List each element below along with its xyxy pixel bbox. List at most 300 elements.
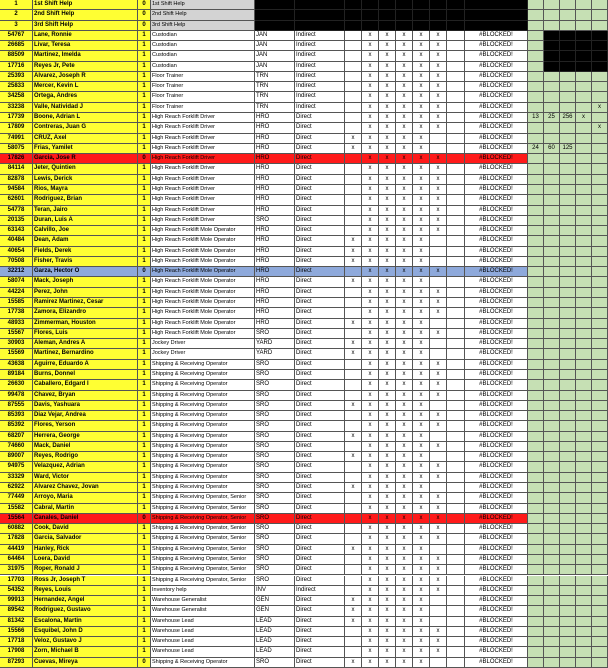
- cell-labor-type[interactable]: Direct: [295, 236, 345, 246]
- cell-employee-id[interactable]: 32212: [0, 267, 33, 277]
- cell-extra-5[interactable]: [592, 319, 608, 329]
- cell-position[interactable]: Shipping & Receiving Operator, Senior: [151, 576, 255, 586]
- cell-labor-type[interactable]: Direct: [295, 401, 345, 411]
- cell-extra-1[interactable]: [528, 267, 544, 277]
- cell-extra-2[interactable]: [544, 257, 560, 267]
- cell-extra-4[interactable]: [576, 524, 592, 534]
- cell-mark-4[interactable]: x: [396, 401, 413, 411]
- cell-employee-id[interactable]: 99913: [0, 596, 33, 606]
- cell-labor-type[interactable]: Direct: [295, 134, 345, 144]
- cell-employee-name[interactable]: Reyes Jr, Pete: [33, 62, 138, 72]
- cell-extra-2[interactable]: [544, 216, 560, 226]
- cell-mark-2[interactable]: x: [362, 329, 379, 339]
- cell-labor-type[interactable]: Indirect: [295, 72, 345, 82]
- cell-mark-7[interactable]: [447, 41, 465, 51]
- cell-extra-5[interactable]: [592, 473, 608, 483]
- cell-position[interactable]: High Reach Forklift Driver: [151, 206, 255, 216]
- cell-extra-4[interactable]: [576, 92, 592, 102]
- cell-extra-1[interactable]: [528, 534, 544, 544]
- cell-extra-2[interactable]: [544, 411, 560, 421]
- cell-dept-code[interactable]: YARD: [255, 339, 295, 349]
- cell-dept-code[interactable]: SRO: [255, 555, 295, 565]
- cell-status[interactable]: #BLOCKED!: [465, 134, 528, 144]
- cell-mark-4[interactable]: x: [396, 226, 413, 236]
- cell-employee-id[interactable]: 43638: [0, 360, 33, 370]
- cell-extra-2[interactable]: [544, 617, 560, 627]
- cell-extra-4[interactable]: [576, 144, 592, 154]
- cell-mark-4[interactable]: x: [396, 216, 413, 226]
- cell-employee-id[interactable]: 99478: [0, 391, 33, 401]
- cell-extra-3[interactable]: [560, 617, 576, 627]
- cell-mark-7[interactable]: [447, 185, 465, 195]
- cell-employee-id[interactable]: 17738: [0, 308, 33, 318]
- cell-mark-4[interactable]: x: [396, 257, 413, 267]
- cell-mark-1[interactable]: [345, 62, 362, 72]
- cell-extra-5[interactable]: x: [592, 103, 608, 113]
- cell-employee-name[interactable]: Livar, Teresa: [33, 41, 138, 51]
- cell-extra-3[interactable]: [560, 637, 576, 647]
- cell-mark-4[interactable]: x: [396, 658, 413, 668]
- cell-extra-4[interactable]: [576, 277, 592, 287]
- cell-mark-5[interactable]: x: [413, 606, 430, 616]
- cell-count[interactable]: 1: [138, 329, 151, 339]
- cell-status[interactable]: #BLOCKED!: [465, 565, 528, 575]
- cell-mark-7[interactable]: [447, 82, 465, 92]
- cell-employee-name[interactable]: Herrera, George: [33, 432, 138, 442]
- cell-extra-3[interactable]: [560, 339, 576, 349]
- cell-mark-3[interactable]: x: [379, 421, 396, 431]
- cell-dept-code[interactable]: HRO: [255, 113, 295, 123]
- cell-mark-5[interactable]: x: [413, 411, 430, 421]
- cell-mark-5[interactable]: x: [413, 92, 430, 102]
- cell-mark-1[interactable]: [345, 41, 362, 51]
- cell-position[interactable]: High Reach Forklift Driver: [151, 175, 255, 185]
- cell-mark-5[interactable]: x: [413, 298, 430, 308]
- cell-mark-5[interactable]: x: [413, 432, 430, 442]
- cell-employee-name[interactable]: Teran, Jairo: [33, 206, 138, 216]
- cell-extra-5[interactable]: [592, 462, 608, 472]
- cell-mark-4[interactable]: x: [396, 103, 413, 113]
- cell-status[interactable]: #BLOCKED!: [465, 483, 528, 493]
- cell-status[interactable]: #BLOCKED!: [465, 185, 528, 195]
- cell-employee-name[interactable]: 1st Shift Help: [33, 0, 138, 10]
- cell-extra-1[interactable]: [528, 647, 544, 657]
- cell-dept-code[interactable]: LEAD: [255, 647, 295, 657]
- cell-mark-4[interactable]: x: [396, 421, 413, 431]
- cell-position[interactable]: Shipping & Receiving Operator: [151, 391, 255, 401]
- cell-count[interactable]: 1: [138, 308, 151, 318]
- cell-mark-5[interactable]: x: [413, 72, 430, 82]
- cell-extra-5[interactable]: [592, 51, 608, 61]
- cell-dept-code[interactable]: SRO: [255, 504, 295, 514]
- cell-count[interactable]: 1: [138, 576, 151, 586]
- cell-extra-2[interactable]: [544, 319, 560, 329]
- cell-position[interactable]: High Reach Forklift Mole Operator: [151, 236, 255, 246]
- cell-mark-4[interactable]: x: [396, 411, 413, 421]
- cell-labor-type[interactable]: [295, 0, 345, 10]
- cell-mark-6[interactable]: x: [430, 647, 447, 657]
- cell-count[interactable]: 1: [138, 298, 151, 308]
- cell-mark-4[interactable]: x: [396, 586, 413, 596]
- cell-extra-5[interactable]: [592, 185, 608, 195]
- cell-mark-1[interactable]: x: [345, 596, 362, 606]
- cell-mark-5[interactable]: x: [413, 31, 430, 41]
- cell-dept-code[interactable]: SRO: [255, 493, 295, 503]
- cell-position[interactable]: Shipping & Receiving Operator, Senior: [151, 493, 255, 503]
- cell-employee-name[interactable]: Jeter, Quintien: [33, 164, 138, 174]
- cell-mark-2[interactable]: x: [362, 267, 379, 277]
- cell-dept-code[interactable]: SRO: [255, 462, 295, 472]
- cell-extra-5[interactable]: [592, 349, 608, 359]
- cell-mark-4[interactable]: x: [396, 123, 413, 133]
- cell-labor-type[interactable]: Direct: [295, 555, 345, 565]
- cell-position[interactable]: Warehouse Generalist: [151, 596, 255, 606]
- cell-dept-code[interactable]: SRO: [255, 483, 295, 493]
- cell-labor-type[interactable]: Direct: [295, 391, 345, 401]
- cell-status[interactable]: #BLOCKED!: [465, 586, 528, 596]
- cell-mark-5[interactable]: x: [413, 134, 430, 144]
- cell-count[interactable]: 1: [138, 565, 151, 575]
- cell-mark-1[interactable]: x: [345, 134, 362, 144]
- cell-extra-5[interactable]: [592, 339, 608, 349]
- cell-mark-2[interactable]: x: [362, 555, 379, 565]
- cell-mark-1[interactable]: [345, 216, 362, 226]
- cell-mark-6[interactable]: [430, 606, 447, 616]
- cell-extra-5[interactable]: [592, 0, 608, 10]
- cell-mark-4[interactable]: x: [396, 349, 413, 359]
- cell-mark-2[interactable]: x: [362, 257, 379, 267]
- cell-extra-3[interactable]: [560, 226, 576, 236]
- cell-status[interactable]: #BLOCKED!: [465, 236, 528, 246]
- cell-extra-5[interactable]: [592, 216, 608, 226]
- cell-employee-name[interactable]: Boone, Adrian L: [33, 113, 138, 123]
- cell-labor-type[interactable]: Direct: [295, 524, 345, 534]
- cell-employee-id[interactable]: 64464: [0, 555, 33, 565]
- cell-labor-type[interactable]: Indirect: [295, 82, 345, 92]
- cell-extra-1[interactable]: 24: [528, 144, 544, 154]
- cell-mark-3[interactable]: x: [379, 442, 396, 452]
- cell-extra-2[interactable]: [544, 41, 560, 51]
- cell-extra-3[interactable]: [560, 647, 576, 657]
- cell-mark-2[interactable]: x: [362, 565, 379, 575]
- cell-mark-7[interactable]: [447, 339, 465, 349]
- cell-extra-2[interactable]: [544, 123, 560, 133]
- cell-position[interactable]: High Reach Forklift Driver: [151, 144, 255, 154]
- cell-position[interactable]: High Reach Forklift Driver: [151, 185, 255, 195]
- cell-count[interactable]: 0: [138, 514, 151, 524]
- cell-extra-5[interactable]: [592, 267, 608, 277]
- cell-extra-4[interactable]: [576, 462, 592, 472]
- cell-extra-2[interactable]: [544, 247, 560, 257]
- cell-mark-3[interactable]: x: [379, 298, 396, 308]
- cell-mark-6[interactable]: x: [430, 555, 447, 565]
- cell-mark-7[interactable]: [447, 514, 465, 524]
- cell-extra-5[interactable]: [592, 391, 608, 401]
- cell-extra-2[interactable]: [544, 586, 560, 596]
- cell-mark-4[interactable]: x: [396, 134, 413, 144]
- cell-status[interactable]: #BLOCKED!: [465, 606, 528, 616]
- cell-employee-name[interactable]: Lane, Ronnie: [33, 31, 138, 41]
- cell-status[interactable]: #BLOCKED!: [465, 154, 528, 164]
- cell-extra-1[interactable]: [528, 637, 544, 647]
- cell-extra-4[interactable]: [576, 31, 592, 41]
- cell-dept-code[interactable]: SRO: [255, 329, 295, 339]
- cell-labor-type[interactable]: Direct: [295, 164, 345, 174]
- cell-extra-1[interactable]: [528, 103, 544, 113]
- cell-extra-3[interactable]: [560, 576, 576, 586]
- cell-dept-code[interactable]: HRO: [255, 288, 295, 298]
- cell-count[interactable]: 1: [138, 380, 151, 390]
- cell-extra-5[interactable]: [592, 113, 608, 123]
- cell-extra-5[interactable]: [592, 82, 608, 92]
- cell-extra-2[interactable]: [544, 164, 560, 174]
- cell-mark-6[interactable]: x: [430, 442, 447, 452]
- cell-mark-6[interactable]: [430, 277, 447, 287]
- cell-status[interactable]: #BLOCKED!: [465, 247, 528, 257]
- cell-dept-code[interactable]: HRO: [255, 154, 295, 164]
- cell-extra-5[interactable]: [592, 380, 608, 390]
- cell-extra-4[interactable]: [576, 0, 592, 10]
- cell-dept-code[interactable]: SRO: [255, 401, 295, 411]
- cell-mark-5[interactable]: x: [413, 627, 430, 637]
- cell-mark-7[interactable]: [447, 51, 465, 61]
- cell-mark-7[interactable]: [447, 206, 465, 216]
- cell-mark-7[interactable]: [447, 134, 465, 144]
- cell-mark-7[interactable]: [447, 329, 465, 339]
- cell-mark-5[interactable]: x: [413, 82, 430, 92]
- cell-status[interactable]: #BLOCKED!: [465, 524, 528, 534]
- cell-mark-5[interactable]: x: [413, 462, 430, 472]
- cell-mark-1[interactable]: [345, 360, 362, 370]
- cell-mark-6[interactable]: [430, 0, 447, 10]
- cell-status[interactable]: #BLOCKED!: [465, 72, 528, 82]
- cell-extra-1[interactable]: [528, 545, 544, 555]
- cell-mark-7[interactable]: [447, 370, 465, 380]
- cell-labor-type[interactable]: Direct: [295, 195, 345, 205]
- cell-position[interactable]: Shipping & Receiving Operator, Senior: [151, 565, 255, 575]
- cell-employee-id[interactable]: 77449: [0, 493, 33, 503]
- cell-employee-id[interactable]: 84114: [0, 164, 33, 174]
- cell-extra-4[interactable]: [576, 21, 592, 31]
- cell-mark-6[interactable]: x: [430, 462, 447, 472]
- cell-extra-3[interactable]: [560, 462, 576, 472]
- cell-dept-code[interactable]: HRO: [255, 123, 295, 133]
- cell-mark-6[interactable]: x: [430, 370, 447, 380]
- cell-extra-2[interactable]: 60: [544, 144, 560, 154]
- cell-position[interactable]: Shipping & Receiving Operator: [151, 411, 255, 421]
- cell-status[interactable]: #BLOCKED!: [465, 432, 528, 442]
- cell-mark-3[interactable]: x: [379, 411, 396, 421]
- cell-position[interactable]: High Reach Forklift Driver: [151, 113, 255, 123]
- cell-mark-6[interactable]: x: [430, 637, 447, 647]
- cell-employee-id[interactable]: 26685: [0, 41, 33, 51]
- cell-mark-2[interactable]: x: [362, 216, 379, 226]
- cell-status[interactable]: #BLOCKED!: [465, 175, 528, 185]
- cell-employee-id[interactable]: 94975: [0, 462, 33, 472]
- cell-status[interactable]: #BLOCKED!: [465, 82, 528, 92]
- cell-position[interactable]: Custodian: [151, 51, 255, 61]
- cell-mark-2[interactable]: x: [362, 380, 379, 390]
- cell-mark-5[interactable]: x: [413, 175, 430, 185]
- cell-mark-5[interactable]: x: [413, 483, 430, 493]
- cell-labor-type[interactable]: Direct: [295, 329, 345, 339]
- cell-count[interactable]: 1: [138, 195, 151, 205]
- cell-mark-3[interactable]: x: [379, 647, 396, 657]
- cell-count[interactable]: 1: [138, 113, 151, 123]
- cell-mark-4[interactable]: [396, 0, 413, 10]
- cell-mark-6[interactable]: x: [430, 493, 447, 503]
- cell-mark-7[interactable]: [447, 442, 465, 452]
- cell-mark-5[interactable]: x: [413, 288, 430, 298]
- cell-position[interactable]: High Reach Forklift Mole Operator: [151, 319, 255, 329]
- cell-extra-1[interactable]: [528, 288, 544, 298]
- cell-mark-6[interactable]: x: [430, 92, 447, 102]
- cell-extra-2[interactable]: [544, 514, 560, 524]
- cell-extra-2[interactable]: [544, 658, 560, 668]
- cell-mark-2[interactable]: x: [362, 391, 379, 401]
- cell-employee-id[interactable]: 33329: [0, 473, 33, 483]
- cell-position[interactable]: Warehouse Lead: [151, 627, 255, 637]
- cell-extra-2[interactable]: [544, 576, 560, 586]
- cell-mark-7[interactable]: [447, 195, 465, 205]
- cell-count[interactable]: 1: [138, 617, 151, 627]
- cell-extra-4[interactable]: [576, 319, 592, 329]
- cell-mark-6[interactable]: x: [430, 195, 447, 205]
- cell-mark-4[interactable]: x: [396, 72, 413, 82]
- cell-labor-type[interactable]: Direct: [295, 123, 345, 133]
- cell-dept-code[interactable]: SRO: [255, 216, 295, 226]
- cell-status[interactable]: #BLOCKED!: [465, 113, 528, 123]
- cell-mark-6[interactable]: [430, 21, 447, 31]
- cell-mark-2[interactable]: x: [362, 514, 379, 524]
- cell-extra-3[interactable]: [560, 51, 576, 61]
- cell-mark-4[interactable]: [396, 21, 413, 31]
- cell-extra-1[interactable]: [528, 627, 544, 637]
- cell-labor-type[interactable]: Direct: [295, 627, 345, 637]
- cell-extra-1[interactable]: [528, 195, 544, 205]
- cell-extra-2[interactable]: [544, 349, 560, 359]
- cell-extra-3[interactable]: [560, 565, 576, 575]
- cell-dept-code[interactable]: HRO: [255, 206, 295, 216]
- cell-extra-4[interactable]: [576, 391, 592, 401]
- cell-mark-7[interactable]: [447, 308, 465, 318]
- cell-extra-5[interactable]: [592, 493, 608, 503]
- cell-labor-type[interactable]: Direct: [295, 380, 345, 390]
- cell-extra-1[interactable]: [528, 606, 544, 616]
- cell-position[interactable]: Shipping & Receiving Operator: [151, 401, 255, 411]
- cell-dept-code[interactable]: SRO: [255, 545, 295, 555]
- cell-mark-3[interactable]: x: [379, 226, 396, 236]
- cell-count[interactable]: 1: [138, 247, 151, 257]
- cell-mark-1[interactable]: [345, 206, 362, 216]
- cell-labor-type[interactable]: Direct: [295, 185, 345, 195]
- cell-mark-5[interactable]: x: [413, 103, 430, 113]
- cell-mark-5[interactable]: x: [413, 51, 430, 61]
- cell-employee-name[interactable]: Velazquez, Adrian: [33, 462, 138, 472]
- cell-dept-code[interactable]: SRO: [255, 391, 295, 401]
- cell-extra-1[interactable]: [528, 576, 544, 586]
- cell-mark-4[interactable]: x: [396, 92, 413, 102]
- cell-dept-code[interactable]: HRO: [255, 298, 295, 308]
- cell-position[interactable]: Jockey Driver: [151, 349, 255, 359]
- cell-position[interactable]: Warehouse Generalist: [151, 606, 255, 616]
- cell-extra-2[interactable]: [544, 195, 560, 205]
- cell-mark-6[interactable]: x: [430, 267, 447, 277]
- cell-extra-4[interactable]: [576, 473, 592, 483]
- cell-labor-type[interactable]: Direct: [295, 154, 345, 164]
- cell-extra-2[interactable]: [544, 421, 560, 431]
- cell-dept-code[interactable]: GEN: [255, 606, 295, 616]
- cell-extra-2[interactable]: [544, 360, 560, 370]
- cell-status[interactable]: #BLOCKED!: [465, 534, 528, 544]
- cell-employee-name[interactable]: Caballero, Edgard I: [33, 380, 138, 390]
- cell-extra-1[interactable]: [528, 41, 544, 51]
- cell-extra-1[interactable]: [528, 257, 544, 267]
- cell-mark-7[interactable]: [447, 288, 465, 298]
- cell-mark-2[interactable]: x: [362, 473, 379, 483]
- cell-mark-6[interactable]: [430, 658, 447, 668]
- cell-extra-2[interactable]: [544, 370, 560, 380]
- cell-extra-5[interactable]: [592, 257, 608, 267]
- cell-count[interactable]: 1: [138, 164, 151, 174]
- cell-mark-5[interactable]: x: [413, 62, 430, 72]
- cell-employee-name[interactable]: Lewis, Derick: [33, 175, 138, 185]
- cell-mark-6[interactable]: [430, 452, 447, 462]
- cell-mark-5[interactable]: x: [413, 360, 430, 370]
- cell-employee-name[interactable]: Aguirre, Eduardo A: [33, 360, 138, 370]
- cell-labor-type[interactable]: Direct: [295, 514, 345, 524]
- cell-mark-4[interactable]: x: [396, 319, 413, 329]
- cell-status[interactable]: #BLOCKED!: [465, 658, 528, 668]
- cell-mark-3[interactable]: x: [379, 288, 396, 298]
- cell-mark-2[interactable]: x: [362, 154, 379, 164]
- cell-status[interactable]: #BLOCKED!: [465, 401, 528, 411]
- cell-extra-5[interactable]: [592, 144, 608, 154]
- cell-mark-4[interactable]: x: [396, 627, 413, 637]
- cell-extra-2[interactable]: [544, 565, 560, 575]
- cell-count[interactable]: 1: [138, 555, 151, 565]
- cell-employee-name[interactable]: Alvarez Chavez, Jovan: [33, 483, 138, 493]
- cell-mark-3[interactable]: x: [379, 329, 396, 339]
- cell-status[interactable]: #BLOCKED!: [465, 370, 528, 380]
- cell-status[interactable]: #BLOCKED!: [465, 31, 528, 41]
- cell-dept-code[interactable]: HRO: [255, 164, 295, 174]
- cell-employee-id[interactable]: 54767: [0, 31, 33, 41]
- cell-mark-2[interactable]: x: [362, 411, 379, 421]
- cell-mark-1[interactable]: [345, 123, 362, 133]
- cell-mark-1[interactable]: x: [345, 247, 362, 257]
- cell-employee-id[interactable]: 25393: [0, 72, 33, 82]
- cell-dept-code[interactable]: SRO: [255, 360, 295, 370]
- cell-extra-2[interactable]: [544, 267, 560, 277]
- cell-mark-4[interactable]: x: [396, 617, 413, 627]
- cell-mark-1[interactable]: [345, 534, 362, 544]
- cell-position[interactable]: High Reach Forklift Driver: [151, 164, 255, 174]
- cell-extra-4[interactable]: [576, 226, 592, 236]
- cell-mark-7[interactable]: [447, 401, 465, 411]
- cell-extra-1[interactable]: [528, 504, 544, 514]
- cell-position[interactable]: Shipping & Receiving Operator, Senior: [151, 504, 255, 514]
- cell-count[interactable]: 1: [138, 647, 151, 657]
- cell-extra-5[interactable]: [592, 308, 608, 318]
- cell-dept-code[interactable]: [255, 0, 295, 10]
- cell-extra-3[interactable]: [560, 514, 576, 524]
- cell-dept-code[interactable]: HRO: [255, 185, 295, 195]
- cell-mark-6[interactable]: x: [430, 380, 447, 390]
- cell-mark-2[interactable]: x: [362, 586, 379, 596]
- cell-labor-type[interactable]: Direct: [295, 349, 345, 359]
- cell-mark-6[interactable]: x: [430, 627, 447, 637]
